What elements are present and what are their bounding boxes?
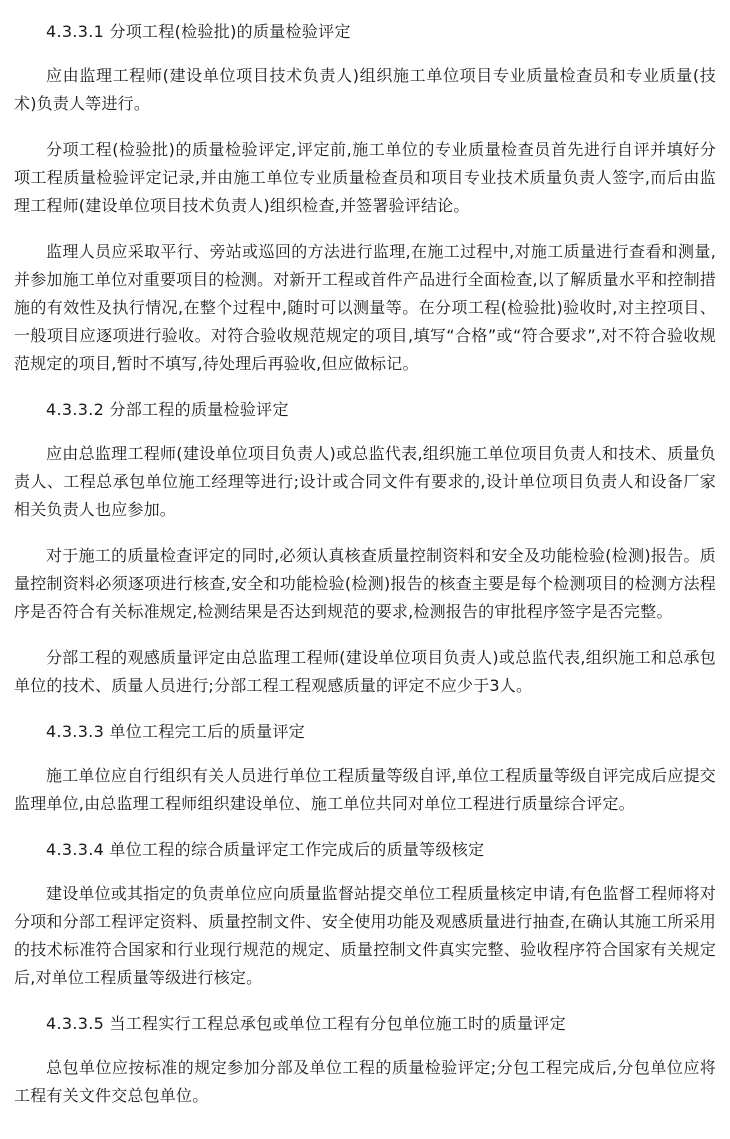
paragraph: 对于施工的质量检查评定的同时,必须认真核查质量控制资料和安全及功能检验(检测)报告。质量控制资料必须逐项进行核查,安全和功能检验(检测)报告的核查主要是每个检测项目的检测方法程序是否符合有关标准规定,检测结果是否达到规范的要求,检测报告的审批程序签字是否完整。 [14,546,716,621]
paragraph: 施工单位应自行组织有关人员进行单位工程质量等级自评,单位工程质量等级自评完成后应提交监理单位,由总监理工程师组织建设单位、施工单位共同对单位工程进行质量综合评定。 [14,766,716,813]
section-4-3-3-2 [14,396,716,700]
section-heading: 4.3.3.4 单位工程的综合质量评定工作完成后的质量等级核定 [46,840,485,859]
section-4-3-3-4 [14,836,716,992]
paragraph: 应由总监理工程师(建设单位项目负责人)或总监代表,组织施工单位项目负责人和技术、质量负责人、工程总承包单位施工经理等进行;设计或合同文件有要求的,设计单位项目负责人和设备厂家相关负责人也应参加。 [14,444,716,519]
paragraph: 建设单位或其指定的负责单位应向质量监督站提交单位工程质量核定申请,有色监督工程师将对分项和分部工程评定资料、质量控制文件、安全使用功能及观感质量进行抽查,在确认其施工所采用的技术标准符合国家和行业现行规范的规定、质量控制文件真实完整、验收程序符合国家有关规定后,对单位工程质量等级进行核定。 [14,884,716,987]
paragraph: 监理人员应采取平行、旁站或巡回的方法进行监理,在施工过程中,对施工质量进行查看和测量,并参加施工单位对重要项目的检测。对新开工程或首件产品进行全面检查,以了解质量水平和控制措施的有效性及执行情况,在整个过程中,随时可以测量等。在分项工程(检验批)验收时,对主控项目、一般项目应逐项进行验收。对符合验收规范规定的项目,填写“合格”或“符合要求”,对不符合验收规范规定的项目,暂时不填写,待处理后再验收,但应做标记。 [14,242,716,373]
section-4-3-3-5 [14,1010,716,1110]
section-4-3-3-1 [14,18,716,378]
paragraph: 总包单位应按标准的规定参加分部及单位工程的质量检验评定;分包工程完成后,分包单位应将工程有关文件交总包单位。 [14,1058,716,1105]
section-4-3-3-3 [14,718,716,818]
paragraph: 分项工程(检验批)的质量检验评定,评定前,施工单位的专业质量检查员首先进行自评并填好分项工程质量检验评定记录,并由施工单位专业质量检查员和项目专业技术质量负责人签字,而后由监理工程师(建设单位项目技术负责人)组织检查,并签署验评结论。 [14,140,716,215]
section-heading: 4.3.3.2 分部工程的质量检验评定 [46,400,289,419]
paragraph: 分部工程的观感质量评定由总监理工程师(建设单位项目负责人)或总监代表,组织施工和总承包单位的技术、质量人员进行;分部工程工程观感质量的评定不应少于3人。 [14,648,716,695]
section-heading: 4.3.3.5 当工程实行工程总承包或单位工程有分包单位施工时的质量评定 [46,1014,566,1033]
section-heading: 4.3.3.1 分项工程(检验批)的质量检验评定 [46,22,351,41]
section-heading: 4.3.3.3 单位工程完工后的质量评定 [46,722,306,741]
paragraph: 应由监理工程师(建设单位项目技术负责人)组织施工单位项目专业质量检查员和专业质量(技术)负责人等进行。 [14,66,716,113]
